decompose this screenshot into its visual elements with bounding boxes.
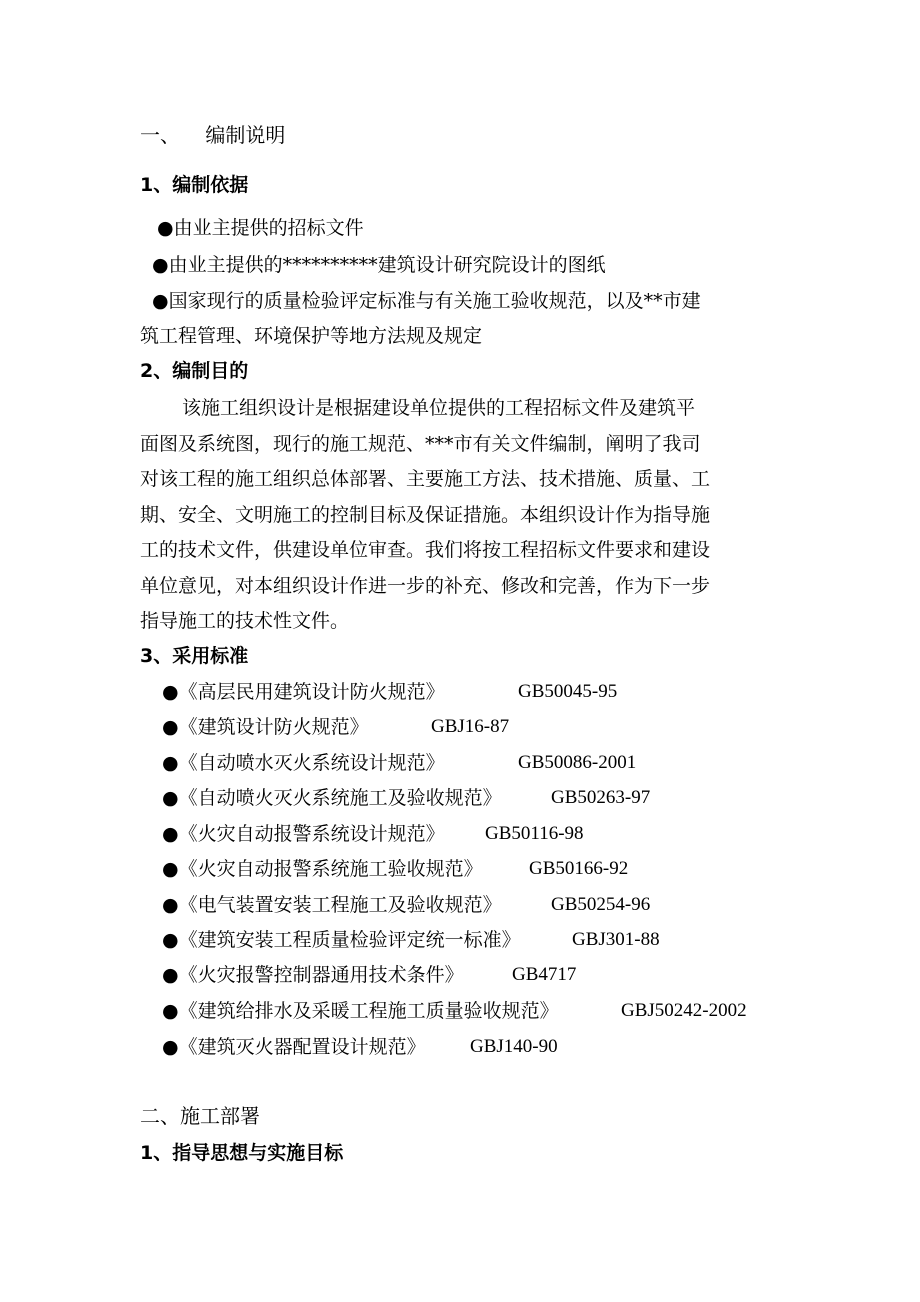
subsection-heading-standards: 3、采用标准 (140, 645, 249, 667)
standard-code: GB50254-96 (551, 894, 651, 915)
standard-code: GB50263-97 (551, 787, 651, 808)
subsection-heading-basis: 1、编制依据 (140, 174, 249, 196)
standard-name: ●《自动喷火灭火系统施工及验收规范》 (162, 787, 502, 809)
standard-name: ●《电气装置安装工程施工及验收规范》 (162, 894, 502, 916)
paragraph-line: 指导施工的技术性文件。 (140, 610, 350, 632)
list-item: ●由业主提供的招标文件 (157, 217, 364, 239)
paragraph-line: 期、安全、文明施工的控制目标及保证措施。本组织设计作为指导施 (140, 504, 711, 526)
standard-code: GB50086-2001 (518, 752, 637, 773)
standard-code: GB50116-98 (485, 823, 584, 844)
standard-code: GB50045-95 (518, 681, 618, 702)
standard-code: GB50166-92 (529, 858, 629, 879)
standard-name: ●《火灾自动报警系统设计规范》 (162, 823, 445, 845)
standard-name: ●《建筑设计防火规范》 (162, 716, 369, 738)
standard-name: ●《火灾报警控制器通用技术条件》 (162, 964, 464, 986)
standard-name: ●《高层民用建筑设计防火规范》 (162, 681, 445, 703)
standard-name: ●《自动喷水灭火系统设计规范》 (162, 752, 445, 774)
list-item: ●国家现行的质量检验评定标准与有关施工验收规范，以及**市建 (152, 290, 701, 312)
list-item-continuation: 筑工程管理、环境保护等地方法规及规定 (140, 325, 483, 347)
standard-code: GB4717 (512, 964, 577, 985)
paragraph-line: 面图及系统图，现行的施工规范、***市有关文件编制，阐明了我司 (140, 433, 701, 455)
standard-code: GBJ50242-2002 (621, 1000, 747, 1021)
list-item: ●由业主提供的**********建筑设计研究院设计的图纸 (152, 254, 606, 276)
standard-name: ●《建筑安装工程质量检验评定统一标准》 (162, 929, 521, 951)
standard-code: GBJ301-88 (572, 929, 660, 950)
section-heading-2: 二、施工部署 (140, 1104, 260, 1128)
subsection-heading-guidance: 1、指导思想与实施目标 (140, 1142, 344, 1164)
standard-name: ●《建筑给排水及采暖工程施工质量验收规范》 (162, 1000, 559, 1022)
paragraph-line: 单位意见，对本组织设计作进一步的补充、修改和完善，作为下一步 (140, 575, 711, 597)
paragraph-line: 工的技术文件，供建设单位审查。我们将按工程招标文件要求和建设 (140, 539, 711, 561)
standard-code: GBJ140-90 (470, 1036, 558, 1057)
standard-name: ●《火灾自动报警系统施工验收规范》 (162, 858, 483, 880)
subsection-heading-purpose: 2、编制目的 (140, 360, 249, 382)
section-heading-1: 一、 编制说明 (140, 123, 286, 147)
standard-code: GBJ16-87 (431, 716, 510, 737)
paragraph-line: 对该工程的施工组织总体部署、主要施工方法、技术措施、质量、工 (140, 468, 711, 490)
paragraph-line: 该施工组织设计是根据建设单位提供的工程招标文件及建筑平 (182, 397, 696, 419)
standard-name: ●《建筑灭火器配置设计规范》 (162, 1036, 426, 1058)
